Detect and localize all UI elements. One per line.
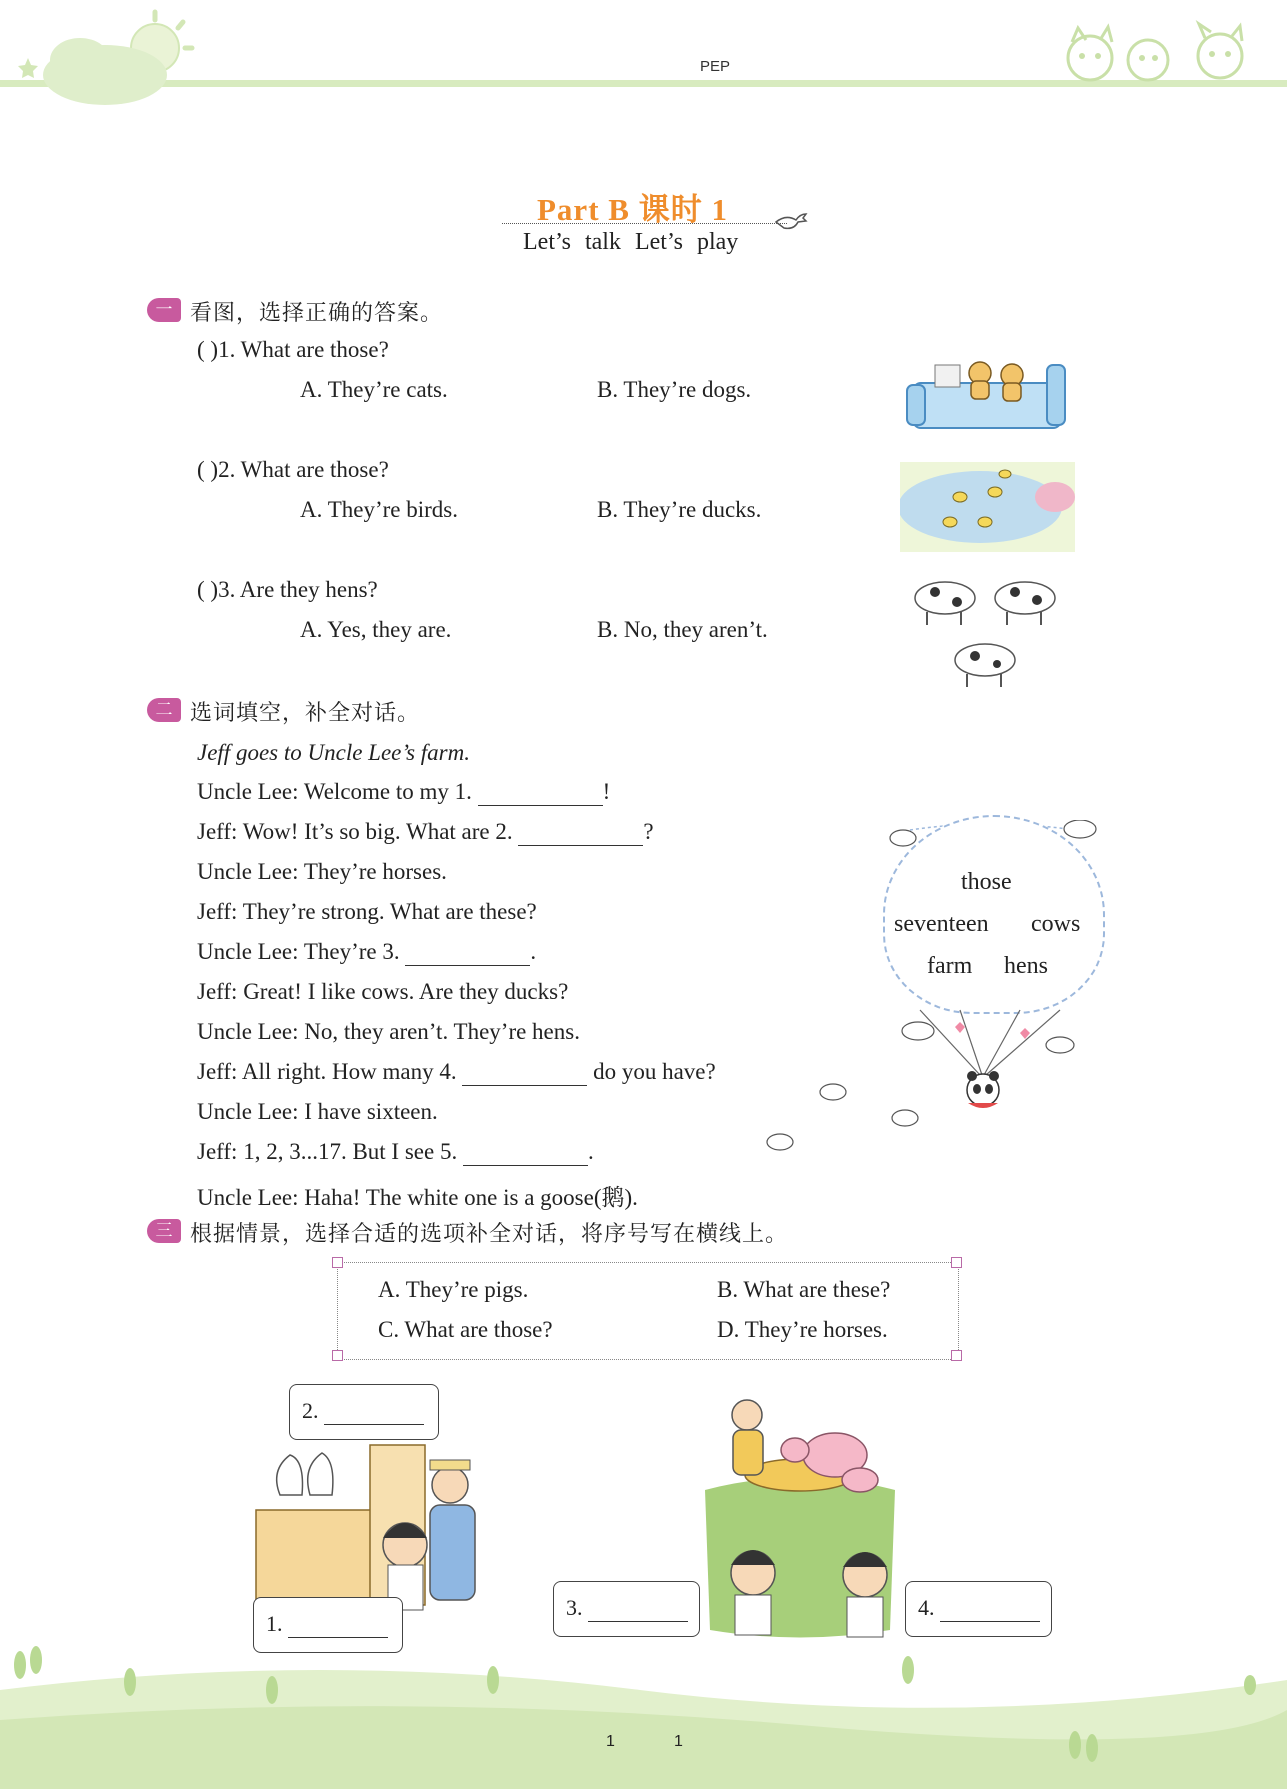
word-bank-item: seventeen bbox=[894, 911, 989, 937]
q2-option-a: A. They’re birds. bbox=[300, 497, 458, 522]
answer-blank-2[interactable] bbox=[324, 1398, 424, 1425]
page-number-left: 1 bbox=[606, 1733, 615, 1750]
q3-prompt: ( )3. Are they hens? bbox=[197, 577, 378, 602]
section-2-title: 选词填空，补全对话。 bbox=[190, 701, 421, 726]
hills-footer-icon bbox=[0, 1630, 1287, 1789]
word-bank-item: those bbox=[961, 869, 1012, 895]
speech-bubble-2: 2. bbox=[289, 1384, 439, 1440]
word-bank-item: farm bbox=[927, 953, 973, 979]
q1-prompt: ( )1. What are those? bbox=[197, 337, 389, 362]
bird-icon bbox=[772, 208, 812, 236]
q1-option-b: B. They’re dogs. bbox=[597, 377, 752, 402]
q1-option-a: A. They’re cats. bbox=[300, 377, 448, 402]
speech-bubble-3: 3. bbox=[553, 1581, 700, 1637]
lesson-subtitle: Let’s talk Let’s play bbox=[523, 229, 739, 255]
farmer-pigs-hill-scene-icon bbox=[695, 1395, 905, 1640]
section-3-badge: 三 bbox=[147, 1219, 181, 1243]
title-divider bbox=[502, 223, 787, 224]
small-clouds-icon bbox=[760, 820, 1105, 1160]
cows-icon bbox=[905, 570, 1070, 690]
lesson-title: Part B 课时 1 bbox=[537, 192, 728, 227]
box-corner bbox=[951, 1257, 962, 1268]
dialogue-line: Uncle Lee: Welcome to my 1. ! bbox=[197, 779, 611, 804]
box-corner bbox=[332, 1350, 343, 1361]
section-1-title: 看图，选择正确的答案。 bbox=[190, 301, 444, 326]
option-a: A. They’re pigs. bbox=[378, 1277, 529, 1302]
answer-blank-4[interactable] bbox=[940, 1595, 1040, 1622]
dialogue-line: Uncle Lee: I have sixteen. bbox=[197, 1099, 438, 1124]
dialogue-line: Jeff: All right. How many 4. do you have? bbox=[197, 1059, 716, 1084]
word-bank-item: cows bbox=[1031, 911, 1081, 937]
farmer-horses-scene-icon bbox=[250, 1440, 500, 1615]
animal-faces-icon bbox=[1060, 20, 1260, 85]
section-3-title: 根据情景，选择合适的选项补全对话，将序号写在横线上。 bbox=[190, 1222, 789, 1247]
blank-4[interactable] bbox=[462, 1059, 587, 1086]
q3-option-b: B. No, they aren’t. bbox=[597, 617, 768, 642]
sofa-with-cats-icon bbox=[905, 355, 1070, 435]
dialogue-line: Jeff: 1, 2, 3...17. But I see 5. . bbox=[197, 1139, 594, 1164]
option-c: C. What are those? bbox=[378, 1317, 553, 1342]
dialogue-line: Uncle Lee: They’re horses. bbox=[197, 859, 447, 884]
dialogue-intro: Jeff goes to Uncle Lee’s farm. bbox=[197, 740, 470, 765]
dialogue-line: Uncle Lee: Haha! The white one is a goose(鹅). bbox=[197, 1185, 638, 1210]
q3-option-a: A. Yes, they are. bbox=[300, 617, 452, 642]
page-number-right: 1 bbox=[674, 1733, 683, 1750]
dialogue-line: Jeff: They’re strong. What are these? bbox=[197, 899, 537, 924]
blank-5[interactable] bbox=[463, 1139, 588, 1166]
word-bank-item: hens bbox=[1004, 953, 1048, 979]
answer-blank-3[interactable] bbox=[588, 1595, 688, 1622]
section-2-badge: 二 bbox=[147, 698, 181, 722]
box-corner bbox=[951, 1350, 962, 1361]
pond-with-ducks-icon bbox=[900, 462, 1075, 552]
series-label: PEP bbox=[700, 58, 731, 75]
section-1-badge: 一 bbox=[147, 298, 181, 322]
dialogue-line: Jeff: Great! I like cows. Are they ducks? bbox=[197, 979, 569, 1004]
dialogue-line: Uncle Lee: They’re 3. . bbox=[197, 939, 537, 964]
blank-1[interactable] bbox=[478, 779, 603, 806]
speech-bubble-4: 4. bbox=[905, 1581, 1052, 1637]
dialogue-line: Jeff: Wow! It’s so big. What are 2. ? bbox=[197, 819, 654, 844]
dialogue-line: Uncle Lee: No, they aren’t. They’re hens. bbox=[197, 1019, 580, 1044]
option-d: D. They’re horses. bbox=[717, 1317, 888, 1342]
q2-prompt: ( )2. What are those? bbox=[197, 457, 389, 482]
speech-bubble-1: 1. bbox=[253, 1597, 403, 1653]
option-b: B. What are these? bbox=[717, 1277, 891, 1302]
box-corner bbox=[332, 1257, 343, 1268]
blank-2[interactable] bbox=[518, 819, 643, 846]
cloud-sun-icon bbox=[0, 0, 200, 115]
blank-3[interactable] bbox=[405, 939, 530, 966]
q2-option-b: B. They’re ducks. bbox=[597, 497, 762, 522]
